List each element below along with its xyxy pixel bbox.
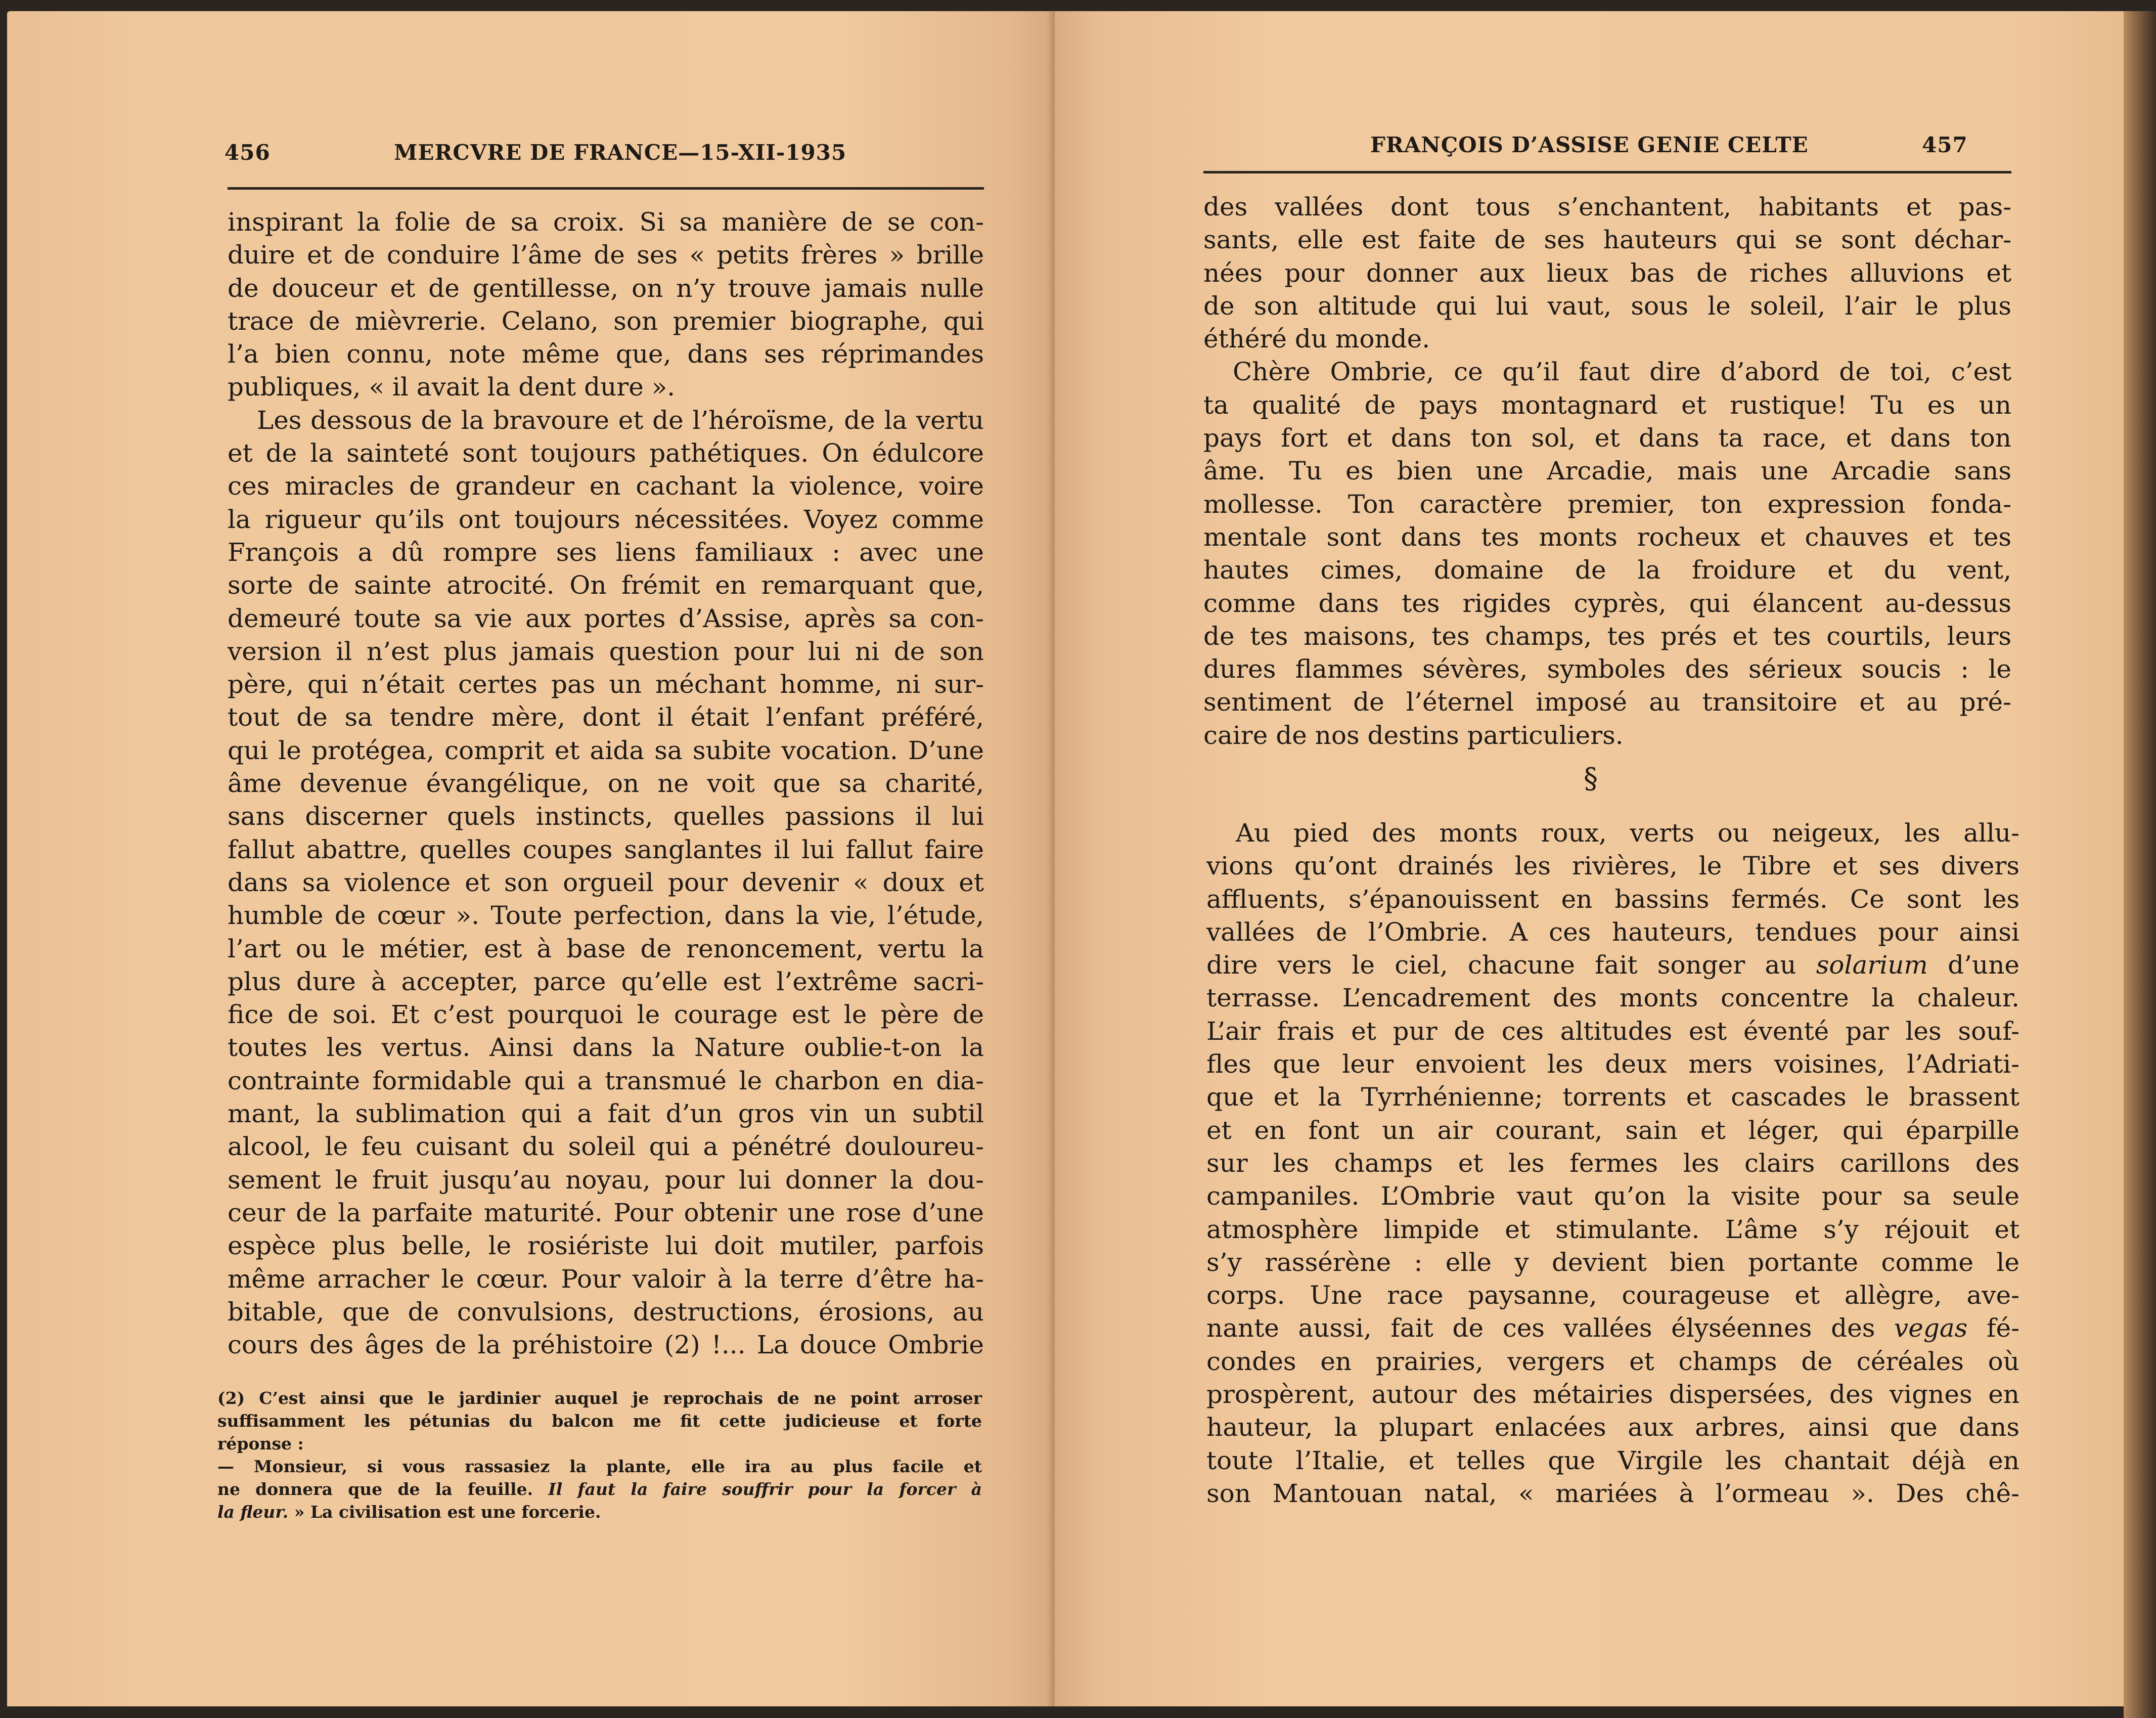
text-line: condes en prairies, vergers et champs de céréales où [1206,1346,2019,1376]
italic-word: solarium [1816,950,1928,980]
text-line: l’art ou le métier, est à base de renoncement, vertu la [228,934,984,963]
text-line: fles que leur envoient les deux mers voisines, l’Adriati- [1206,1049,2019,1079]
text-line: Au pied des monts roux, verts ou neigeux, les allu- [1236,818,2019,848]
text-line: Chère Ombrie, ce qu’il faut dire d’abord de toi, c’est [1233,357,2011,387]
text-line: sans discerner quels instincts, quelles passions il lui [228,802,984,831]
text-line: hautes cimes, domaine de la froidure et du vent, [1203,555,2011,585]
text-line: terrasse. L’encadrement des monts concentre la chaleur. [1206,983,2019,1013]
text-line: demeuré toute sa vie aux portes d’Assise, après sa con- [228,603,984,633]
footnote-line [217,1501,982,1523]
text-line: ceur de la parfaite maturité. Pour obtenir une rose d’une [228,1198,984,1227]
left-body-text [228,206,984,1361]
text-line: l’a bien connu, note même que, dans ses réprimandes [228,339,984,369]
footnote-line [217,1478,982,1501]
left-page [7,11,1055,1706]
running-head-right: FRANÇOIS D’ASSISE GENIE CELTE [1370,133,1809,157]
text-line: que et la Tyrrhénienne; torrents et cascades le brassent [1206,1082,2019,1112]
text-segment: d’une [1948,950,2019,980]
text-line: sentiment de l’éternel imposé au transitoire et au pré- [1203,687,2011,717]
text-line: et de la sainteté sont toujours pathétiques. On édulcore [228,438,984,468]
text-line: mant, la sublimation qui a fait d’un gros vin un subtil [228,1099,984,1129]
text-line: mollesse. Ton caractère premier, ton expression fonda- [1203,489,2011,519]
text-line: pays fort et dans ton sol, et dans ta race, et dans ton [1203,423,2011,453]
footnote-line: (2) C’est ainsi que le jardinier auquel je reprochais de ne point arroser [217,1388,982,1408]
italic-word: vegas [1894,1313,1968,1343]
text-line: sorte de sainte atrocité. On frémit en remarquant que, [228,570,984,600]
text-line: fallut abattre, quelles coupes sanglantes il lui fallut faire [228,834,984,864]
footnote-segment: ne donnera que de la feuille. [217,1479,533,1499]
text-line: des vallées dont tous s’enchantent, habitants et pas- [1203,192,2011,222]
text-line: de douceur et de gentillesse, on n’y trouve jamais nulle [228,273,984,303]
header-rule-right [1203,171,2011,173]
text-line: fice de soi. Et c’est pourquoi le courage est le père de [228,1000,984,1030]
text-line: nées pour donner aux lieux bas de riches alluvions et [1203,258,2011,288]
text-line: ta qualité de pays montagnard et rustique! Tu es un [1203,390,2011,420]
text-line: père, qui n’était certes pas un méchant homme, ni sur- [228,670,984,699]
text-line [1206,949,2019,982]
text-line: âme devenue évangélique, on ne voit que sa charité, [228,769,984,799]
running-head-left: MERCVRE DE FRANCE—15-XII-1935 [394,140,847,165]
text-line: son Mantouan natal, « mariées à l’ormeau ». Des chê- [1206,1478,2019,1508]
text-line: tout de sa tendre mère, dont il était l’enfant préféré, [228,702,984,732]
footnote-italic: Il faut la faire souffrir pour la forcer à [548,1479,982,1499]
text-line: trace de mièvrerie. Celano, son premier biographe, qui [228,306,984,336]
text-line: toute l’Italie, et telles que Virgile les chantait déjà en [1206,1445,2019,1475]
text-line: espèce plus belle, le rosiériste lui doit mutiler, parfois [228,1231,984,1261]
text-segment: nante aussi, fait de ces vallées élyséennes des [1206,1313,1875,1343]
text-line: sants, elle est faite de ses hauteurs qui se sont déchar- [1203,225,2011,255]
right-page [1055,11,2137,1706]
text-line: affluents, s’épanouissent en bassins fermés. Ce sont les [1206,884,2019,914]
text-line: hauteur, la plupart enlacées aux arbres, ainsi que dans [1206,1413,2019,1442]
text-line: inspirant la folie de sa croix. Si sa manière de se con- [228,207,984,237]
text-line: sement le fruit jusqu’au noyau, pour lui donner la dou- [228,1165,984,1195]
footnote-segment: » La civilisation est une forcerie. [294,1502,601,1522]
text-line: éthéré du monde. [1203,324,1430,354]
text-line: toutes les vertus. Ainsi dans la Nature oublie-t-on la [228,1033,984,1063]
footnote-line: — Monsieur, si vous rassasiez la plante, elle ira au plus facile et [217,1457,982,1476]
footnote-line: suffisamment les pétunias du balcon me fit cette judicieuse et forte [217,1411,982,1431]
text-line: atmosphère limpide et stimulante. L’âme s’y réjouit et [1206,1214,2019,1244]
text-line: dans sa violence et son orgueil pour devenir « doux et [228,867,984,897]
text-line: qui le protégea, comprit et aida sa subite vocation. D’une [228,735,984,765]
text-line: ces miracles de grandeur en cachant la violence, voire [228,471,984,501]
book-edge [2124,11,2156,1718]
text-line: même arracher le cœur. Pour valoir à la terre d’être ha- [228,1264,984,1294]
text-line: version il n’est plus jamais question pour lui ni de son [228,636,984,666]
text-line: sur les champs et les fermes les clairs carillons des [1206,1148,2019,1178]
text-line: mentale sont dans tes monts rocheux et chauves et tes [1203,522,2011,552]
text-segment: dire vers le ciel, chacune fait songer au [1206,950,1796,980]
text-line: L’air frais et pur de ces altitudes est éventé par les souf- [1206,1016,2019,1046]
section-mark: § [1584,762,1598,795]
header-rule-left [228,187,984,190]
text-line: contrainte formidable qui a transmué le charbon en dia- [228,1066,984,1095]
footnote-italic: la fleur. [217,1502,289,1522]
text-line: de tes maisons, tes champs, tes prés et tes courtils, leurs [1203,621,2011,651]
text-line: la rigueur qu’ils ont toujours nécessitées. Voyez comme [228,504,984,534]
text-line: plus dure à accepter, parce qu’elle est l’extrême sacri- [228,966,984,996]
text-line: bitable, que de convulsions, destructions, érosions, au [228,1297,984,1327]
text-line: alcool, le feu cuisant du soleil qui a pénétré douloureu- [228,1132,984,1162]
text-line: Les dessous de la bravoure et de l’héroïsme, de la vertu [257,405,984,435]
text-line: François a dû rompre ses liens familiaux : avec une [228,537,984,567]
text-line: s’y rassérène : elle y devient bien portante comme le [1206,1247,2019,1277]
text-line: cours des âges de la préhistoire (2) !... La douce Ombrie [228,1330,984,1360]
text-segment: fé- [1986,1313,2019,1343]
text-line: caire de nos destins particuliers. [1203,720,1624,750]
text-line: de son altitude qui lui vaut, sous le soleil, l’air le plus [1203,291,2011,321]
text-line: campaniles. L’Ombrie vaut qu’on la visite pour sa seule [1206,1181,2019,1211]
text-line [1206,1312,2019,1345]
right-body-text-bottom [1206,817,2019,1510]
text-line: dures flammes sévères, symboles des sérieux soucis : le [1203,654,2011,684]
page-number-right: 457 [1922,133,1968,157]
text-line: corps. Une race paysanne, courageuse et allègre, ave- [1206,1281,2019,1310]
footnote-line: réponse : [217,1434,304,1453]
text-line: comme dans tes rigides cyprès, qui élancent au-dessus [1203,588,2011,618]
text-line: publiques, « il avait la dent dure ». [228,372,676,402]
footnote [217,1387,982,1523]
text-line: âme. Tu es bien une Arcadie, mais une Arcadie sans [1203,456,2011,486]
right-body-text-top [1203,191,2011,752]
text-line: vions qu’ont drainés les rivières, le Tibre et ses divers [1206,851,2019,881]
text-line: humble de cœur ». Toute perfection, dans la vie, l’étude, [228,901,984,931]
text-line: duire et de conduire l’âme de ses « petits frères » brille [228,240,984,270]
text-line: et en font un air courant, sain et léger, qui éparpille [1206,1115,2019,1145]
text-line: prospèrent, autour des métairies dispersées, des vignes en [1206,1380,2019,1409]
text-line: vallées de l’Ombrie. A ces hauteurs, tendues pour ainsi [1206,917,2019,947]
page-number-left: 456 [224,140,271,165]
